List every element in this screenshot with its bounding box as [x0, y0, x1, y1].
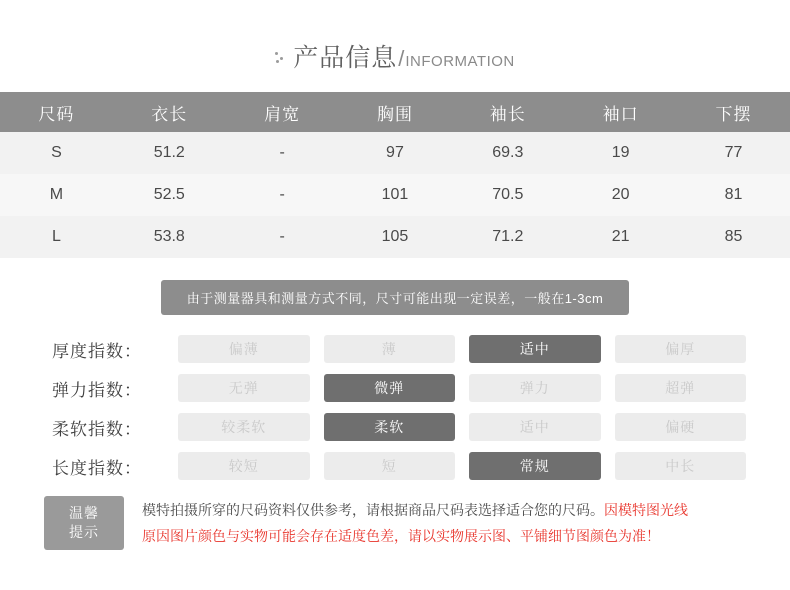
measurement-notice-text: 由于测量器具和测量方式不同，尺寸可能出现一定误差，一般在1-3cm — [161, 280, 630, 315]
warm-tip-text — [124, 496, 750, 550]
index-row-length — [52, 452, 746, 480]
index-row-softness — [52, 413, 746, 441]
index-option: 较短 — [178, 452, 310, 480]
column-header: 袖口 — [564, 92, 677, 132]
size-table — [0, 92, 790, 258]
warm-tip-badge-line1: 温馨 — [69, 505, 99, 521]
column-header: 胸围 — [339, 92, 452, 132]
warm-tip-line1-plain: 模特拍摄所穿的尺码资料仅供参考，请根据商品尺码表选择适合您的尺码。 — [142, 502, 604, 518]
index-option-selected: 常规 — [469, 452, 601, 480]
page-title-cn: 产品信息 — [293, 44, 398, 72]
table-cell: 51.2 — [113, 132, 226, 174]
warm-tip-line1-highlight: 因模特图光线 — [604, 502, 688, 518]
page-title — [0, 0, 790, 92]
index-options — [178, 452, 746, 480]
attribute-index-list — [0, 333, 790, 480]
table-cell: 85 — [677, 216, 790, 258]
index-label: 柔软指数： — [52, 419, 142, 439]
index-label: 厚度指数： — [52, 341, 142, 361]
index-option: 超弹 — [615, 374, 747, 402]
table-row — [0, 174, 790, 216]
table-row — [0, 132, 790, 174]
warm-tip-badge — [44, 496, 124, 550]
index-option: 弹力 — [469, 374, 601, 402]
table-cell: 101 — [339, 174, 452, 216]
table-cell: M — [0, 174, 113, 216]
index-options — [178, 335, 746, 363]
index-option-selected: 柔软 — [324, 413, 456, 441]
table-cell: 77 — [677, 132, 790, 174]
table-cell: S — [0, 132, 113, 174]
measurement-notice — [0, 258, 790, 333]
index-option-selected: 微弹 — [324, 374, 456, 402]
column-header: 尺码 — [0, 92, 113, 132]
table-cell: 69.3 — [451, 132, 564, 174]
index-option: 中长 — [615, 452, 747, 480]
warm-tip-badge-line2: 提示 — [69, 524, 99, 540]
index-label: 弹力指数： — [52, 380, 142, 400]
table-cell: 53.8 — [113, 216, 226, 258]
index-row-elasticity — [52, 374, 746, 402]
table-cell: 21 — [564, 216, 677, 258]
index-option: 适中 — [469, 413, 601, 441]
index-option: 偏厚 — [615, 335, 747, 363]
warm-tip-line2-highlight: 原因图片颜色与实物可能会存在适度色差，请以实物展示图、平铺细节图颜色为准！ — [142, 528, 660, 544]
page-title-en: INFORMATION — [405, 53, 515, 70]
table-cell: 81 — [677, 174, 790, 216]
index-options — [178, 374, 746, 402]
index-row-thickness — [52, 335, 746, 363]
index-options — [178, 413, 746, 441]
index-option: 较柔软 — [178, 413, 310, 441]
page-title-slash: / — [398, 46, 405, 71]
table-cell: L — [0, 216, 113, 258]
table-cell: 105 — [339, 216, 452, 258]
index-option: 无弹 — [178, 374, 310, 402]
column-header: 衣长 — [113, 92, 226, 132]
decorative-dots-icon — [275, 48, 289, 64]
table-cell: - — [226, 216, 339, 258]
table-row — [0, 216, 790, 258]
table-cell: 70.5 — [451, 174, 564, 216]
table-cell: 52.5 — [113, 174, 226, 216]
warm-tip-block — [44, 496, 750, 550]
index-option: 薄 — [324, 335, 456, 363]
table-cell: - — [226, 174, 339, 216]
column-header: 下摆 — [677, 92, 790, 132]
table-cell: 71.2 — [451, 216, 564, 258]
index-option: 短 — [324, 452, 456, 480]
table-cell: 97 — [339, 132, 452, 174]
table-cell: 20 — [564, 174, 677, 216]
index-option: 偏薄 — [178, 335, 310, 363]
column-header: 肩宽 — [226, 92, 339, 132]
index-option: 偏硬 — [615, 413, 747, 441]
table-cell: - — [226, 132, 339, 174]
table-cell: 19 — [564, 132, 677, 174]
index-label: 长度指数： — [52, 458, 142, 478]
warm-tip-line1 — [142, 497, 750, 523]
index-option-selected: 适中 — [469, 335, 601, 363]
column-header: 袖长 — [451, 92, 564, 132]
table-header-row — [0, 92, 790, 132]
